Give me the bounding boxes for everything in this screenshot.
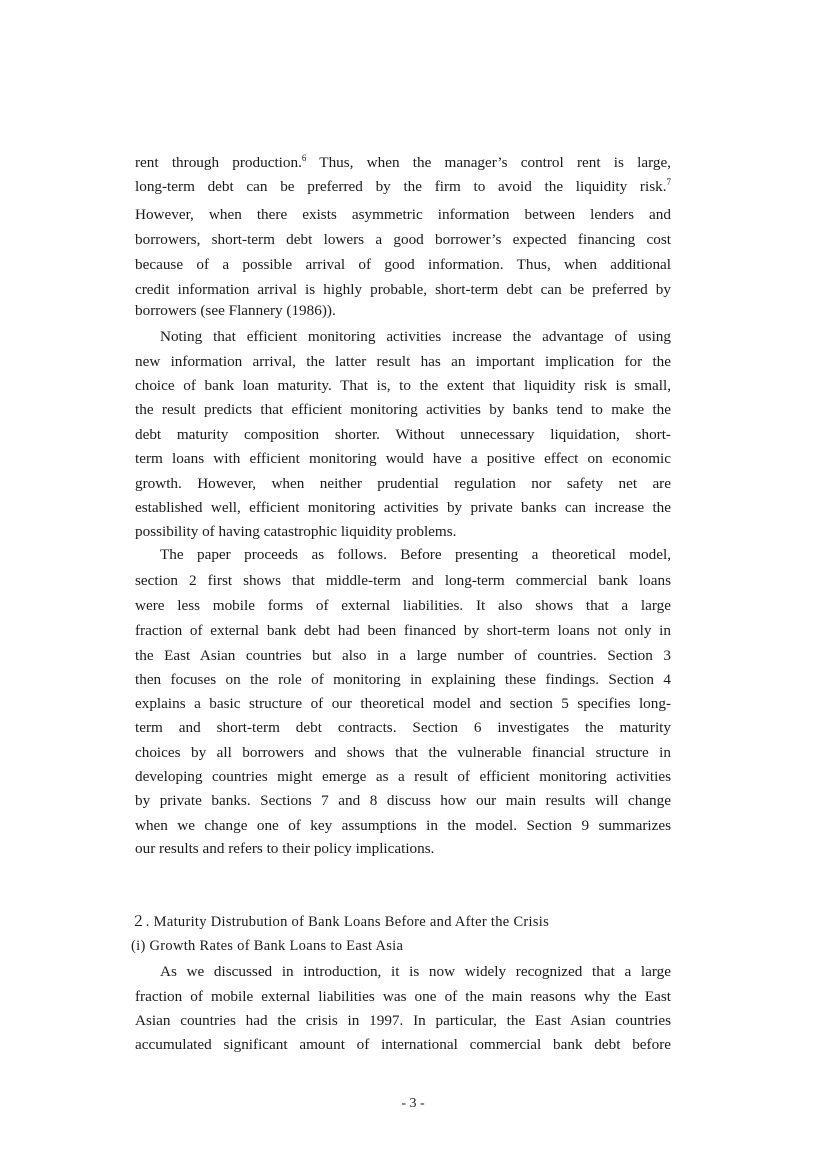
body-text-line: Asian countries had the crisis in 1997. In particular, the East Asian countries (135, 1012, 671, 1029)
body-text-line: then focuses on the role of monitoring in explaining these findings. Section 4 (135, 671, 671, 688)
body-text-line: accumulated significant amount of international commercial bank debt before (135, 1036, 671, 1053)
body-text-line: fraction of external bank debt had been financed by short-term loans not only in (135, 622, 671, 639)
body-text-line: term loans with efficient monitoring would have a positive effect on economic (135, 450, 671, 467)
body-text-line: developing countries might emerge as a result of efficient monitoring activities (135, 768, 671, 785)
body-text-line: choice of bank loan maturity. That is, to the extent that liquidity risk is small, (135, 377, 671, 394)
section-heading: ２. Maturity Distrubution of Bank Loans Before and After the Crisis (131, 914, 550, 930)
body-text-line: term and short-term debt contracts. Section 6 investigates the maturity (135, 719, 671, 736)
body-text-line: long-term debt can be preferred by the firm to avoid the liquidity risk.$^7$ (135, 176, 671, 195)
body-text-line: the East Asian countries but also in a large number of countries. Section 3 (135, 647, 671, 664)
footnote-marker: 6 (301, 152, 307, 163)
body-text-line: The paper proceeds as follows. Before presenting a theoretical model, (160, 546, 671, 563)
body-text-line: section 2 first shows that middle-term and long-term commercial bank loans (135, 572, 671, 589)
body-text-line: established well, efficient monitoring activities by private banks can increase the (135, 499, 671, 516)
body-text-line: choices by all borrowers and shows that the vulnerable financial structure in (135, 744, 671, 761)
body-text-line: our results and refers to their policy implications. (135, 840, 435, 857)
body-text-line: because of a possible arrival of good information. Thus, when additional (135, 256, 671, 273)
body-text-line: borrowers, short-term debt lowers a good borrower’s expected financing cost (135, 231, 671, 248)
body-text-line: credit information arrival is highly probable, short-term debt can be preferred by (135, 281, 671, 298)
body-text-line: rent through production.$^6$ Thus, when the manager’s control rent is large, (135, 152, 671, 171)
body-text-line: growth. However, when neither prudential regulation nor safety net are (135, 475, 671, 492)
body-text-line: However, when there exists asymmetric information between lenders and (135, 206, 671, 223)
body-text-line: explains a basic structure of our theoretical model and section 5 specifies long- (135, 695, 671, 712)
page-number: - 3 - (401, 1096, 425, 1111)
body-text-line: Noting that efficient monitoring activities increase the advantage of using (160, 328, 671, 345)
body-text-line: borrowers (see Flannery (1986)). (135, 302, 336, 319)
body-text-line: fraction of mobile external liabilities was one of the main reasons why the East (135, 988, 671, 1005)
body-text-line: As we discussed in introduction, it is now widely recognized that a large (160, 963, 671, 980)
footnote-marker: 7 (666, 176, 671, 187)
subsection-heading: (i) Growth Rates of Bank Loans to East Asia (131, 938, 404, 954)
body-text-line: new information arrival, the latter result has an important implication for the (135, 353, 671, 370)
body-text-line: were less mobile forms of external liabilities. It also shows that a large (135, 597, 671, 614)
body-text-line: when we change one of key assumptions in the model. Section 9 summarizes (135, 817, 671, 834)
body-text-line: debt maturity composition shorter. Without unnecessary liquidation, short- (135, 426, 671, 443)
body-text-line: the result predicts that efficient monitoring activities by banks tend to make the (135, 401, 671, 418)
body-text-line: by private banks. Sections 7 and 8 discuss how our main results will change (135, 792, 671, 809)
body-text-line: possibility of having catastrophic liquidity problems. (135, 523, 457, 540)
